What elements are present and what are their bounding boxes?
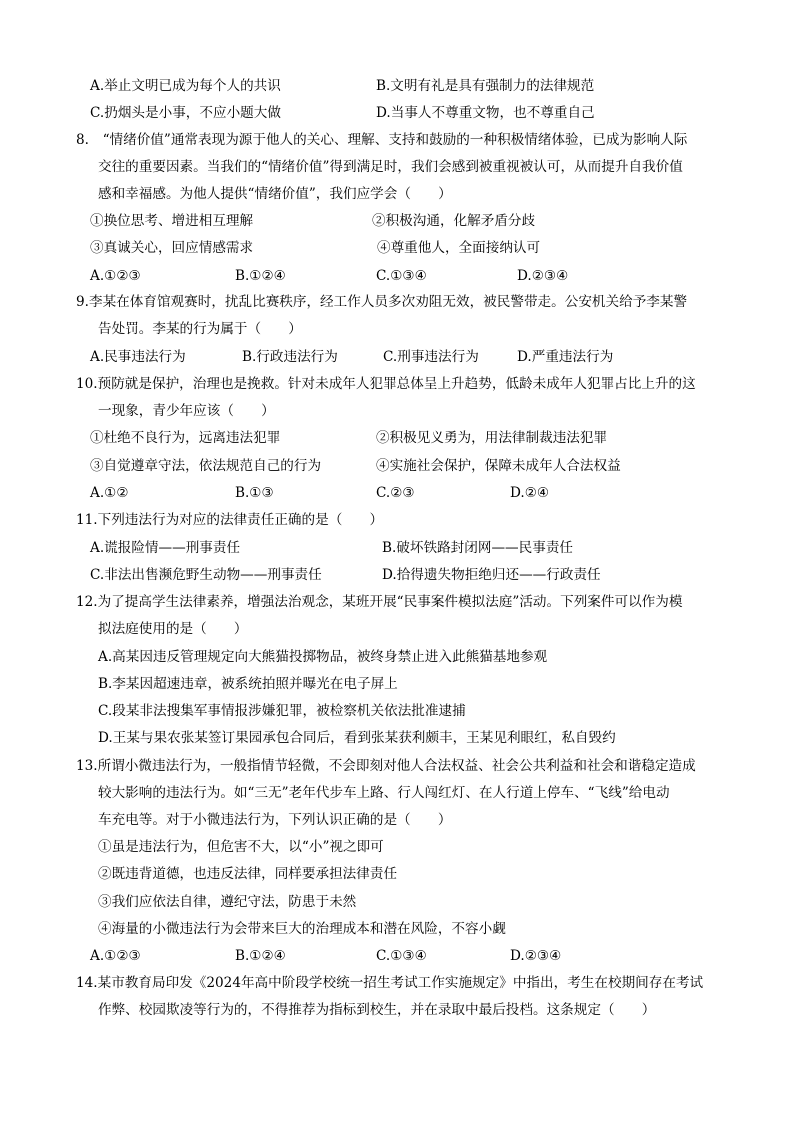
q13-option-a: A.①②③	[90, 948, 141, 964]
q12-stem-line-2: 拟法庭使用的是（ ）	[98, 621, 248, 637]
q13-stem-line-3: 车充电等。对于小微违法行为，下列认识正确的是（ ）	[98, 812, 452, 828]
q9-stem-line-1: 9.李某在体育馆观赛时，扰乱比赛秩序，经工作人员多次劝阻无效，被民警带走。公安机关给予李某警	[76, 294, 688, 310]
q13-item-4: ④海量的小微违法行为会带来巨大的治理成本和潜在风险，不容小觑	[98, 921, 506, 937]
q9-option-d: D.严重违法行为	[517, 349, 614, 365]
q10-option-b: B.①③	[235, 485, 274, 501]
q8-stem-line-2: 交往的重要因素。当我们的“情绪价值”得到满足时，我们会感到被重视被认可，从而提升自我价值	[98, 159, 683, 175]
q13-item-2: ②既违背道德，也违反法律，同样要承担法律责任	[98, 866, 398, 882]
q11-option-d: D.拾得遗失物拒绝归还——行政责任	[382, 567, 601, 583]
q11-option-c: C.非法出售濒危野生动物——刑事责任	[90, 567, 322, 583]
q13-option-d: D.②③④	[510, 948, 562, 964]
q7-option-a: A.举止文明已成为每个人的共识	[90, 78, 281, 94]
q8-item-4: ④尊重他人，全面接纳认可	[377, 240, 541, 256]
q10-item-3: ③自觉遵章守法，依法规范自己的行为	[90, 458, 322, 474]
q13-stem-line-1: 13.所谓小微违法行为，一般指情节轻微，不会即刻对他人合法权益、社会公共利益和社会和谐稳定造成	[76, 758, 696, 774]
q8-item-1: ①换位思考、增进相互理解	[90, 213, 254, 229]
q10-stem-line-2: 一现象，青少年应该（ ）	[98, 403, 275, 419]
q13-option-b: B.①②④	[235, 948, 286, 964]
q10-option-c: C.②③	[376, 485, 415, 501]
q12-option-d: D.王某与果农张某签订果园承包合同后，看到张某获利颇丰，王某见利眼红，私自毁约	[98, 730, 616, 746]
q12-option-b: B.李某因超速违章，被系统拍照并曝光在电子屏上	[98, 676, 398, 692]
q9-stem-line-2: 告处罚。李某的行为属于（ ）	[98, 321, 302, 337]
q8-item-2: ②积极沟通，化解矛盾分歧	[372, 213, 536, 229]
q11-option-a: A.谎报险情——刑事责任	[90, 540, 241, 556]
q12-stem-line-1: 12.为了提高学生法律素养，增强法治观念，某班开展“民事案件模拟法庭”活动。下列案件可以作为模	[76, 594, 683, 610]
q8-option-d: D.②③④	[517, 268, 569, 284]
q13-item-1: ①虽是违法行为，但危害不大，以“小”视之即可	[98, 839, 384, 855]
q10-item-4: ④实施社会保护，保障未成年人合法权益	[376, 458, 621, 474]
q8-option-a: A.①②③	[90, 268, 141, 284]
q7-option-b: B.文明有礼是具有强制力的法律规范	[376, 78, 595, 94]
q13-item-3: ③我们应依法自律，遵纪守法，防患于未然	[98, 894, 357, 910]
q8-stem-line-3: 感和幸福感。为他人提供“情绪价值”，我们应学会（ ）	[98, 186, 452, 202]
q8-item-3: ③真诚关心，回应情感需求	[90, 240, 254, 256]
q7-option-d: D.当事人不尊重文物，也不尊重自己	[376, 105, 595, 121]
q9-option-c: C.刑事违法行为	[383, 349, 479, 365]
q14-stem-line-2: 作弊、校园欺凌等行为的，不得推荐为指标到校生，并在录取中最后投档。这条规定（ ）	[98, 1002, 656, 1018]
q11-option-b: B.破坏铁路封闭网——民事责任	[382, 540, 574, 556]
q13-option-c: C.①③④	[376, 948, 427, 964]
q12-option-a: A.高某因违反管理规定向大熊猫投掷物品，被终身禁止进入此熊猫基地参观	[98, 649, 548, 665]
q9-option-a: A.民事违法行为	[90, 349, 186, 365]
q8-option-c: C.①③④	[376, 268, 427, 284]
q8-stem-line-1: 8. “情绪价值”通常表现为源于他人的关心、理解、支持和鼓励的一种积极情绪体验，已成为影响人际	[76, 132, 688, 148]
q14-stem-line-1: 14.某市教育局印发《2024年高中阶段学校统一招生考试工作实施规定》中指出，考生在校期间存在考试	[76, 975, 704, 991]
q9-option-b: B.行政违法行为	[242, 349, 338, 365]
q8-option-b: B.①②④	[235, 268, 286, 284]
q10-item-2: ②积极见义勇为，用法律制裁违法犯罪	[376, 430, 608, 446]
q11-stem-line-1: 11.下列违法行为对应的法律责任正确的是（ ）	[76, 512, 384, 528]
q10-option-a: A.①②	[90, 485, 129, 501]
q12-option-c: C.段某非法搜集军事情报涉嫌犯罪，被检察机关依法批准逮捕	[98, 703, 466, 719]
q13-stem-line-2: 较大影响的违法行为。如“三无”老年代步车上路、行人闯红灯、在人行道上停车、“飞线”给电动	[98, 785, 670, 801]
q10-item-1: ①杜绝不良行为，远离违法犯罪	[90, 430, 281, 446]
q10-stem-line-1: 10.预防就是保护，治理也是挽救。针对未成年人犯罪总体呈上升趋势，低龄未成年人犯罪占比上升的这	[76, 376, 696, 392]
q7-option-c: C.扔烟头是小事，不应小题大做	[90, 105, 281, 121]
q10-option-d: D.②④	[510, 485, 550, 501]
